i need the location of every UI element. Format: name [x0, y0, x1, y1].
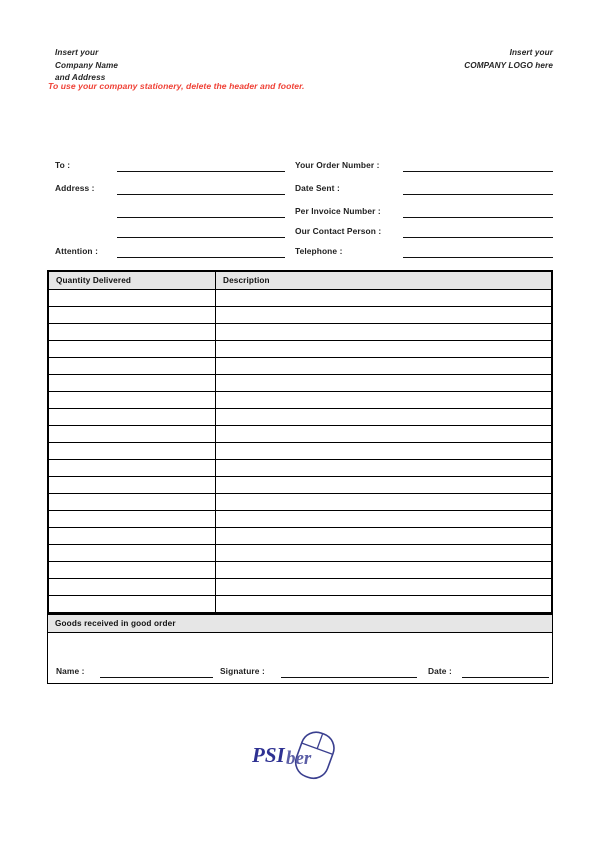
- table-row: [49, 307, 552, 324]
- cell-description[interactable]: [216, 596, 552, 613]
- table-body: [49, 290, 552, 613]
- label-attention: Attention :: [55, 246, 98, 256]
- table-row: [49, 409, 552, 426]
- cell-description[interactable]: [216, 460, 552, 477]
- delivery-items-table: [47, 270, 553, 614]
- input-line-received-date[interactable]: [462, 677, 549, 678]
- table-row: [49, 528, 552, 545]
- cell-description[interactable]: [216, 341, 552, 358]
- psiber-logo: [252, 730, 348, 782]
- cell-quantity[interactable]: [49, 460, 216, 477]
- cell-quantity[interactable]: [49, 392, 216, 409]
- field-row-invoice-number: [0, 203, 600, 225]
- computer-mouse-icon: [252, 730, 348, 782]
- field-row-telephone: [0, 243, 600, 265]
- cell-description[interactable]: [216, 358, 552, 375]
- table-row: [49, 460, 552, 477]
- table-row: [49, 562, 552, 579]
- table-row: [49, 290, 552, 307]
- input-line-invoice-number[interactable]: [403, 217, 553, 218]
- cell-description[interactable]: [216, 375, 552, 392]
- input-line-order-number[interactable]: [403, 171, 553, 172]
- cell-quantity[interactable]: [49, 494, 216, 511]
- table-row: [49, 579, 552, 596]
- cell-description[interactable]: [216, 562, 552, 579]
- cell-description[interactable]: [216, 494, 552, 511]
- cell-quantity[interactable]: [49, 307, 216, 324]
- table-row: [49, 375, 552, 392]
- cell-description[interactable]: [216, 409, 552, 426]
- goods-received-box: [47, 614, 553, 684]
- cell-quantity[interactable]: [49, 477, 216, 494]
- table-row: [49, 511, 552, 528]
- label-contact-person: Our Contact Person :: [295, 226, 382, 236]
- logo-secondary-text: ber: [286, 748, 312, 769]
- header-left-line-3: and Address: [55, 73, 106, 82]
- recipient-and-order-fields: [0, 157, 600, 267]
- label-received-date: Date :: [428, 666, 452, 676]
- cell-quantity[interactable]: [49, 545, 216, 562]
- goods-received-fields: [48, 633, 552, 683]
- cell-description[interactable]: [216, 426, 552, 443]
- cell-quantity[interactable]: [49, 511, 216, 528]
- table-row: [49, 341, 552, 358]
- label-invoice-number: Per Invoice Number :: [295, 206, 381, 216]
- header-company-placeholder: [55, 47, 118, 85]
- cell-quantity[interactable]: [49, 426, 216, 443]
- cell-description[interactable]: [216, 545, 552, 562]
- input-line-received-name[interactable]: [100, 677, 213, 678]
- table-row: [49, 494, 552, 511]
- cell-description[interactable]: [216, 477, 552, 494]
- field-row-order-number: [0, 157, 600, 179]
- cell-quantity[interactable]: [49, 443, 216, 460]
- table-row: [49, 596, 552, 613]
- goods-received-title: Goods received in good order: [48, 615, 552, 633]
- field-row-contact-person: [0, 223, 600, 245]
- cell-description[interactable]: [216, 528, 552, 545]
- column-header-quantity: Quantity Delivered: [49, 272, 216, 290]
- cell-quantity[interactable]: [49, 358, 216, 375]
- label-telephone: Telephone :: [295, 246, 343, 256]
- table-row: [49, 358, 552, 375]
- header-right-line-1: Insert your: [509, 48, 553, 57]
- cell-description[interactable]: [216, 579, 552, 596]
- cell-quantity[interactable]: [49, 290, 216, 307]
- cell-quantity[interactable]: [49, 341, 216, 358]
- header-logo-placeholder: [464, 47, 553, 72]
- column-header-description: Description: [216, 272, 552, 290]
- field-row-date-sent: [0, 180, 600, 202]
- cell-description[interactable]: [216, 307, 552, 324]
- input-line-received-signature[interactable]: [281, 677, 417, 678]
- cell-quantity[interactable]: [49, 596, 216, 613]
- input-line-date-sent[interactable]: [403, 194, 553, 195]
- cell-description[interactable]: [216, 324, 552, 341]
- cell-quantity[interactable]: [49, 562, 216, 579]
- cell-quantity[interactable]: [49, 528, 216, 545]
- cell-quantity[interactable]: [49, 579, 216, 596]
- cell-quantity[interactable]: [49, 375, 216, 392]
- input-line-telephone[interactable]: [403, 257, 553, 258]
- header-left-line-2: Company Name: [55, 60, 119, 70]
- cell-description[interactable]: [216, 511, 552, 528]
- cell-description[interactable]: [216, 443, 552, 460]
- table-row: [49, 324, 552, 341]
- logo-primary-text: PSI: [252, 743, 285, 767]
- label-date-sent: Date Sent :: [295, 183, 340, 193]
- header-stationery-note: To use your company stationery, delete the header and footer.: [48, 81, 305, 91]
- table-row: [49, 477, 552, 494]
- label-order-number: Your Order Number :: [295, 160, 380, 170]
- table-row: [49, 392, 552, 409]
- input-line-contact-person[interactable]: [403, 237, 553, 238]
- label-address: Address :: [55, 183, 95, 193]
- table-row: [49, 426, 552, 443]
- label-to: To :: [55, 160, 71, 170]
- cell-description[interactable]: [216, 392, 552, 409]
- label-received-name: Name :: [56, 666, 85, 676]
- table-row: [49, 443, 552, 460]
- label-received-signature: Signature :: [220, 666, 265, 676]
- cell-quantity[interactable]: [49, 409, 216, 426]
- cell-quantity[interactable]: [49, 324, 216, 341]
- table-row: [49, 545, 552, 562]
- header-left-line-1: Insert your: [55, 48, 99, 57]
- header-right-line-2: COMPANY LOGO here: [464, 60, 553, 70]
- table-header-row: [49, 272, 552, 290]
- cell-description[interactable]: [216, 290, 552, 307]
